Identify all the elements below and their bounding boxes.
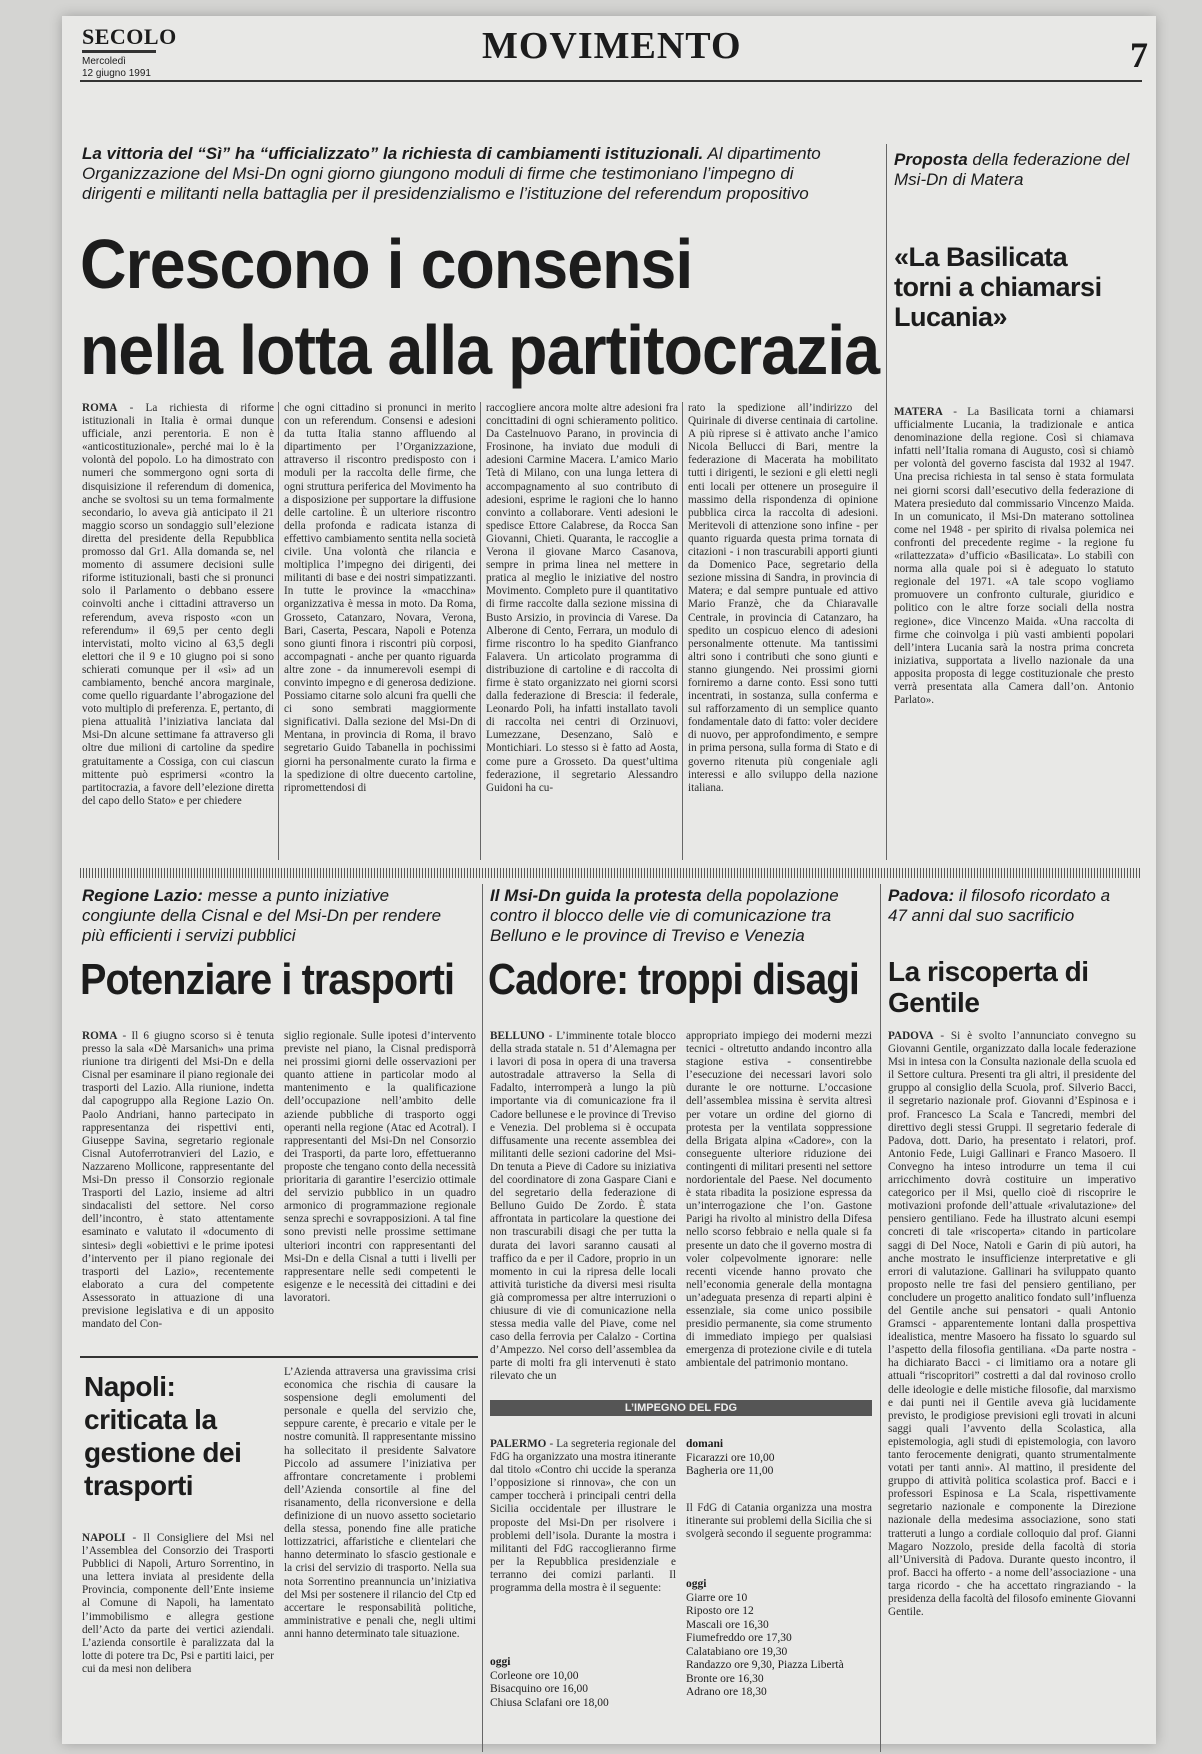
fdg-catania-schedule: oggi Giarre ore 10 Riposto ore 12 Mascali ore 16,30 Fiumefreddo ore 17,30 Calatabiano ore 19,30 Randazzo ore 9,30, Piazza Libertà Bronte ore 16,30 Adrano ore 18,30 [686,1578,872,1700]
top-story-headline-2: nella lotta alla partitocrazia [80,311,880,389]
lazio-column-1: ROMA - Il 6 giugno scorso si è tenuta presso la sala «Dè Marsanich» una prima riunione tra dirigenti del Msi-Dn e della Cisnal per esaminare il piano regionale dei trasporti del Lazio. Alla riunione, indetta dal capogruppo alla Regione Lazio On. Paolo Andriani, hanno partecipato in rappresentanza dei rispettivi enti, Giuseppe Savina, segretario regionale Cisnal Autoferrotranvieri del Lazio, e Nazzareno Mollicone, rappresentante del Msi-Dn presso il Consorzio regionale Trasporti del Lazio, insieme ad altri sindacalisti del settore. Nel corso dell’incontro, è stato attentamente esaminato e valutato il «documento di sintesi» degli «obiettivi e le prime ipotesi d’intervento per il piano regionale dei trasporti del Lazio», recentemente elaborato a cura del competente Assessorato in attuazione di una previsione legislativa e di un apposito mandato del Con- [82,1030,274,1331]
section-separator [80,868,1142,878]
column-divider [482,884,483,1752]
lazio-kicker: Regione Lazio: messe a punto iniziative congiunte della Cisnal e del Msi-Dn per rendere più efficienti i servizi pubblici [82,886,442,945]
napoli-top-rule [80,1356,478,1358]
fdg-catania-item: Giarre ore 10 [686,1591,748,1604]
newspaper-logo: SECOLO [82,24,177,49]
lazio-headline: Potenziare i trasporti [80,955,455,1004]
fdg-today-item: Bisacquino ore 16,00 [490,1683,589,1695]
top-story-column-4: rato la spedizione all’indirizzo del Quirinale di diverse centinaia di cartoline. A più riprese si è attivato anche l’amico Nicola Bellucci di Bari, mentre la federazione di Macerata ha mobilitato tutti i dirigenti, le sezioni e gli eletti negli enti locali per ottenere un proseguire il massimo della rispondenza di opinione pubblica circa la raccolta di adesioni. Meritevoli di attenzione sono infine - per quanto riguarda questa prima tornata di citazioni - i non trascurabili apporti giunti da Domenico Pace, segretario della sezione missina di Sandra, in provincia di Matera; e dal sempre puntuale ed attivo Mario Franzè, che da Chiaravalle Centrale, in provincia di Catanzaro, ha spedito un cospicuo elenco di adesioni personalmente ottenute. Ma tantissimi altri sono i contributi che sono giunti e stanno giungendo. Nei prossimi giorni forniremo a darne conto. Essi sono tutti incentrati, in sostanza, sulla conferma e sul rafforzamento di un semplice quanto fondamentale dato di fatto: voler decidere di nuovo, per approfondimento, e sempre in prima persona, sulla forma di Stato e di governo ritenuta più congeniale agli interessi e allo sviluppo della nazione italiana. [688,402,878,794]
fdg-band-title: L’IMPEGNO DEL FDG [490,1400,872,1416]
sidebar-divider [886,144,887,860]
matera-body: MATERA - La Basilicata torni a chiamarsi ufficialmente Lucania, la tradizionale e antica denominazione della regione. Così si chiamava infatti nell’Italia romana di Augusto, così si chiamò per volontà del governo fascista dal 1932 al 1947. Una precisa richiesta in tal senso è stata formulata nei giorni scorsi dall’esecutivo della federazione di Matera presieduto dal commissario Vincenzo Maida. In un comunicato, il Msi-Dn materano sottolinea come nel 1948 - per spirito di rivalsa polemica nei confronti del precedente regime - la regione fu «rilattezzata» d’ufficio «Basilicata». Lo stabilì con norma alla quale poi si è adeguato lo statuto regionale del 1971. «A tale scopo vogliamo promuovere un confronto culturale, giuridico e politico con le altre forze sociali della nostra regione», dice Vincenzo Maida. «Una raccolta di firme che coinvolga i più vasti ambienti popolari dell’intera Lucania sarà la nostra prima concreta iniziativa, supportata a livello nazionale da una apposita proposta di legge costituzionale che presto verrà presentata alla Camera dall’on. Antonio Parlato». [894,406,1134,707]
cadore-headline: Cadore: troppi disagi [488,955,859,1004]
lazio-column-2: siglio regionale. Sulle ipotesi d’intervento previste nel piano, la Cisnal predisporrà nei prossimi giorni delle osservazioni per quanto attiene in particolar modo al mantenimento e la qualificazione dell’occupazione nell’ambito delle aziende pubbliche di trasporto oggi operanti nella regione (Atac ed Acotral). I rappresentanti del Msi-Dn nel Consorzio dei Trasporti, da parte loro, effettueranno proposte che tengano conto della necessità prioritaria di garantire l’esercizio ottimale del servizio pubblico in un quadro armonico di programmazione regionale senza sprechi e sovrapposizioni. A tal fine sono previsti nelle prossime settimane ulteriori incontri con rappresentanti del Msi-Dn e della Cisnal a tutti i livelli per rappresentare nelle sedi competenti le esigenze e le necessità dei cittadini e dei lavoratori. [284,1030,476,1304]
column-divider [480,402,481,860]
column-divider [278,402,279,860]
cadore-kicker: Il Msi-Dn guida la protesta della popolazione contro il blocco delle vie di comunicazione tra Belluno e le province di Treviso e Venezia [490,886,839,945]
napoli-headline: Napoli: criticata la gestione dei trasporti [84,1371,242,1501]
cadore-column-1: BELLUNO - L’imminente totale blocco della strada statale n. 51 d’Alemagna per i lavori di posa in opera di una traversa autostradale attraverso la Sella di Fadalto, interromperà a lungo la più importante via di comunicazione fra il Cadore bellunese e le province di Treviso e Venezia. Del problema si è occupata diffusamente una recente assemblea dei militanti delle sezioni cadorine del Msi-Dn tenuta a Pieve di Cadore su iniziativa del coordinatore di zona Gaspare Ciani e del segretario della federazione di Belluno Guido De Zordo. È stata affrontata in particolare la questione dei non trascurabili disagi che per tutta la durata dei lavori saranno causati al traffico da e per il Cadore, proprio in un momento in cui la ripresa delle locali attività turistiche da diversi mesi risulta già compromessa per altre interruzioni o chiusure di vie di comunicazione nella stessa media valle del Piave, come nel caso della ferrovia per Calalzo - Cortina d’Ampezzo. Nel corso dell’assemblea da parte di molti fra gli intervenuti è stato rilevato che un [490,1030,676,1383]
logo-rule [82,50,156,53]
top-story-dateline: ROMA [82,402,118,414]
top-story-headline-1: Crescono i consensi [80,225,693,303]
fdg-catania-item: Fiumefreddo ore 17,30 [686,1632,792,1644]
column-divider [682,402,683,860]
matera-headline: «La Basilicata torni a chiamarsi Lucania» [894,242,1102,332]
fdg-today-schedule: oggi Corleone ore 10,00 Bisacquino ore 16,00 Chiusa Sclafani ore 18,00 [490,1656,676,1710]
fdg-catania-item: Calatabiano ore 19,30 [686,1645,788,1658]
fdg-tomorrow-item: Bagheria ore 11,00 [686,1465,774,1477]
top-story-column-2: che ogni cittadino si pronunci in merito con un referendum. Consensi e adesioni da tutta Italia stanno affluendo al dipartimento per l’Organizzazione, attraverso il riscontro predisposto con i moduli per la raccolta delle firme, che ogni struttura periferica del Movimento ha a disposizione per supportare la diffusione delle cartoline. È un ulteriore riscontro della profonda e radicata istanza di effettivo cambiamento sentita nella società civile. Una volontà che rilancia e moltiplica l’impegno dei dirigenti, dei militanti di base e dei nostri simpatizzanti. In tutte le province la «macchina» organizzativa è messa in moto. Da Roma, Grosseto, Catanzaro, Novara, Verona, Bari, Caserta, Pescara, Napoli e Potenza sono giunti finora i riscontri più corposi, accompagnati - anche per quanto riguarda altre zone - da innumerevoli esempi di convinto impegno e di generosa dedizione. Possiamo citarne solo alcuni fra quelli che ci sono sembrati maggiormente significativi. Dalla sezione del Msi-Dn di Mentana, in provincia di Roma, il bravo segretario Guido Tabanella in pochissimi giorni ha personalmente curato la firma e la spedizione di oltre duecento cartoline, ripromettendosi di [284,402,476,794]
top-story-column-1: ROMA - La richiesta di riforme istituzionali in Italia è ormai dunque ufficiale, anzi perentoria. E non è «anticostituzionale», perché mai lo è la volontà del popolo. Lo ha dimostrato con numeri che sommergono ogni sorta di disquisizione il referendum di domenica, anche se svoltosi su un tema formalmente secondario, lo aveva già anticipato il 21 maggio scorso un sondaggio sull’elezione diretta del presidente della Repubblica promosso dal Gr1. Alla domanda se, nel momento di assumere decisioni sulle riforme istituzionali, basti che si pronunci solo il Parlamento o debbano essere coinvolti anche i cittadini attraverso un referendum, aveva risposto «con un referendum» il 69,5 per cento degli intervistati, molto vicino al 63,5 degli elettori che il 9 e 10 giugno poi si sono schierati comunque per il «sì» ad un cambiamento, benché ancora marginale, come quello riguardante l’abrogazione del voto multiplo di preferenza. E, pertanto, di piena attualità l’iniziativa lanciata dal Msi-Dn alcune settimane fa attraverso gli oltre due milioni di cartoline da spedire gratuitamente a Cossiga, con cui ciascun mittente può esprimersi «contro la partitocrazia, a favore dell’elezione diretta del capo dello Stato» e per chiedere [82,402,275,807]
section-title: MOVIMENTO [482,25,742,67]
top-story-kicker [82,144,842,204]
issue-weekday: Mercoledì [82,56,126,67]
page-number: 7 [1130,35,1148,75]
column-divider [880,884,881,1752]
fdg-today-item: Corleone ore 10,00 [490,1669,579,1682]
top-story-kicker-rest: Al dipartimento Organizzazione del Msi-Dn ogni giorno giungono moduli di firme che testimoniano l’impegno di dirigenti e militanti nella battaglia per il presidenzialismo e l’istituzione del referendum propositivo [82,144,821,203]
fdg-catania-item: Mascali ore 16,30 [686,1618,769,1631]
fdg-catania-item: Riposto ore 12 [686,1605,754,1617]
gentile-headline: La riscoperta di Gentile [888,956,1089,1018]
gentile-kicker: Padova: il filosofo ricordato a 47 anni dal suo sacrificio [888,886,1111,925]
top-story-column-3: raccogliere ancora molte altre adesioni fra concittadini di ogni schieramento politico. Da Castelnuovo Parano, in provincia di Frosinone, ha inviato due moduli di adesioni Carmine Macera. L’amico Mario Tetà di Milano, con una lunga lettera di accompagnamento al suo contributo di adesioni, esprime le ragioni che lo hanno convinto a collaborare. Venti adesioni le spedisce Ettore Calabrese, da Rocca San Giovanni, Chieti. Quaranta, le raccoglie a Verona il giovane Marco Casanova, sempre in prima linea nel mettere in pratica al meglio le iniziative del nostro Movimento. Completo pure il quantitativo di firme raccolte dalla sezione missina di Busto Arsizio, in provincia di Varese. Da Alberone di Cento, Ferrara, un modulo di firme riscontro lo ha spedito Gianfranco Falavera. Un articolato programma di distribuzione di cartoline e di raccolta di firme è stato organizzato nei giorni scorsi dalla federazione di Brescia: il federale, Leonardo Poli, ha infatti installato tavoli di raccolta nei centri di Orzinuovi, Lumezzane, Desenzano, Salò e Montichiari. Lo stesso si è fatto ad Aosta, come pure a Grosseto. Da quest’ultima federazione, il segretario Alessandro Guidoni ha cu- [486,402,678,794]
fdg-catania-text: Il FdG di Catania organizza una mostra itinerante sui problemi della Sicilia che si svolgerà secondo il seguente programma: [686,1502,872,1541]
cadore-column-2: appropriato impiego dei moderni mezzi tecnici - oltretutto andando incontro alla stagione estiva - consentirebbe l’esecuzione dei necessari lavori solo durante le ore notturne. L’occasione dell’assemblea missina è servita altresì per votare un ordine del giorno di protesta per la ventilata soppressione della Brigata alpina «Cadore», con la conseguente ulteriore riduzione dei contingenti di militari presenti nel settore nordorientale del Paese. Nel documento è stata ribadita la posizione espressa da un’interrogazione che l’on. Gastone Parigi ha rivolto al ministro della Difesa nello scorso febbraio e nella quale si fa presente un dato che il governo mostra di voler colpevolmente ignorare: nelle recenti vicende hanno provato che nell’economia generale della montagna un’adeguata presenza di reparti alpini è essenziale, sia come unico possibile presidio permanente, sia come strumento di immediato impiego per qualsiasi emergenza di protezione civile e di tutela ambientale del patrimonio montano. [686,1030,872,1370]
fdg-tomorrow-item: Ficarazzi ore 10,00 [686,1451,775,1464]
masthead-rule [80,80,1142,82]
fdg-catania-item: Randazzo ore 9,30, Piazza Libertà [686,1659,844,1671]
fdg-body: PALERMO - La segreteria regionale del FdG ha organizzato una mostra itinerante dal titolo «Contro chi uccide la speranza l’opposizione si rinnova», che con un camper toccherà i principali centri della Sicilia occidentale per illustrare le proposte del Msi-Dn per risolvere i problemi dell’isola. Durante la mostra i militanti del FdG raccoglieranno firme per la Repubblica presidenziale e terranno dei comizi parlanti. Il programma della mostra è il seguente: [490,1438,677,1595]
newspaper-page [62,16,1156,1744]
fdg-today-item: Chiusa Sclafani ore 18,00 [490,1696,609,1709]
napoli-column-1: NAPOLI - Il Consigliere del Msi nel l’Assemblea del Consorzio dei Trasporti Pubblici di Napoli, Arturo Sorrentino, in una lettera inviata al presidente della Provincia, componente dell’Ente insieme al Comune di Napoli, ha lamentato l’immobilismo e allegra gestione dell’Acto da parte dei vertici aziendali. L’azienda consortile è paralizzata dal la lotte di potere tra Dc, Psi e partiti laici, per cui da mesi non delibera [82,1532,274,1675]
fdg-catania-item: Adrano ore 18,30 [686,1686,767,1698]
issue-date: 12 giugno 1991 [82,68,151,79]
matera-kicker: Proposta della federazione del Msi-Dn di Matera [894,150,1130,189]
fdg-catania-item: Bronte ore 16,30 [686,1672,764,1685]
napoli-column-2: L’Azienda attraversa una gravissima crisi economica che rischia di causare la sospensione degli emolumenti del personale e quella del servizio che, seppure carente, è precario e vitale per le nostre comunità. Il rappresentante missino ha sollecitato il presidente Salvatore Piccolo ad assumere l’iniziativa per affrontare concretamente i problemi dell’Azienda consortile al fine del risanamento, della riconversione e della definizione di un nuovo assetto societario della stessa, ponendo fine alle pratiche lottizzatrici, affaristiche e clientelari che hanno determinato lo sfascio gestionale e la crisi del servizio di trasporto. Nella sua nota Sorrentino preannuncia un’iniziativa del Msi per sostenere il rilancio del Ctp ed accertare le responsabilità politiche, amministrative e penali che, negli ultimi anni hanno determinato tale situazione. [284,1366,476,1640]
fdg-tomorrow-schedule: domani Ficarazzi ore 10,00 Bagheria ore 11,00 [686,1438,872,1479]
top-story-kicker-lead: La vittoria del “Sì” ha “ufficializzato” la richiesta di cambiamenti istituzionali. [82,144,704,163]
gentile-body: PADOVA - Si è svolto l’annunciato convegno su Giovanni Gentile, organizzato dalla locale federazione Msi in intesa con la Consulta nazionale della scuola ed il Settore cultura. Presenti tra gli altri, il presidente del gruppo al consiglio della Scuola, prof. Silverio Bacci, il segretario nazionale prof. Giovanni d’Espinosa e i prof. Francesco La Scala e Tancredi, membri del direttivo degli stessi Gruppi. Il segretario federale di Padova, dott. Dario, ha presentato i relatori, prof. Antonio Fede, Luigi Gallinari e Franco Masoero. Il Convegno ha inteso introdurre un tema il cui arricchimento dovrà costituire un imperativo categorico per il Msi, quello cioè di riscoprire le motivazioni profonde dell’attuale «rivalutazione» del pensiero gentiliano. Fede ha illustrato alcuni esempi concreti di tale «riscoperta» citando in particolare saggi di Del Noce, Natoli e Garin di più autori, ha anche mostrato le insufficienze interpretative e gli errori di valutazione. Gallinari ha sviluppato quanto proposto nelle tre fasi del pensiero gentiliano, per concludere un progetto analitico fondato sull’influenza del Gentile anche sui pensatori - quali Antonio Gramsci - apparentemente lontani dalla prospettiva idealistica, mentre Masoero ha fissato lo sguardo sul l’aspetto della filosofia gentiliana. «Da parte nostra - ha dichiarato Bacci - ci limitiamo ora a notare gli attuali “riscopritori” costretti a dal dal rovinoso crollo delle ideologie e delle mistiche filosofie, dal marxismo e dai punti nei il Gentile aveva già lucidamente previsto, le prodigiose previsioni egli trovati in alcuni saggi quali l’avvento della Scolastica, alla epistemologia, agli studi di epistemologia, con lavoro tanto ferocemente denigrati, quanto strumentalmente votati per tanti anni». Al mattino, il presidente del gruppo di attività politica scolastica prof. Bacci e i professori Espinosa e La Scala, rispettivamente segretario nazionale e componente la Direzione nazionale della medesima associazione, sono stati tratteruti a lungo a cordiale colloquio dal prof. Gianni Magaro Nozzolo, preside della facoltà di storia all’Università di Padova. Durante questo incontro, il prof. Bacci ha offerto - a nome dell’associazione - una targa ricordo - che ha accettato ringraziando - la presidenza della facoltà del filosofo eminente Giovanni Gentile. [888,1030,1136,1619]
